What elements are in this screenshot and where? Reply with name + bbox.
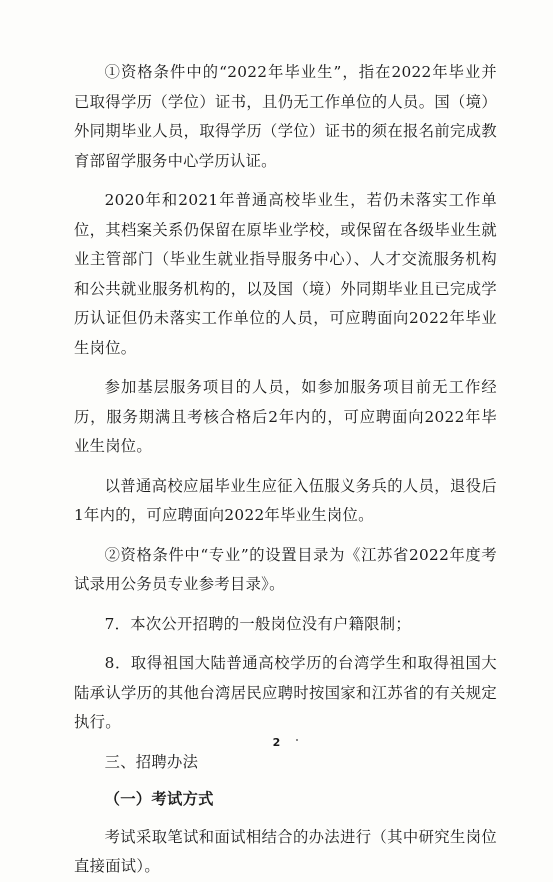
paragraph-item-8: 8．取得祖国大陆普通高校学历的台湾学生和取得祖国大陆承认学历的其他台湾居民应聘时按国家和江苏省的有关规定执行。 [74, 654, 497, 731]
paragraph-previous-graduates: 2020年和2021年普通高校毕业生，若仍未落实工作单位，其档案关系仍保留在原毕业学校，或保留在各级毕业生就业主管部门（毕业生就业指导服务中心）、人才交流服务机构和公共就业服务机构的，以及国（境）外同期毕业且已完成学历认证但仍未落实工作单位的人员，可应聘面向2022年毕业生岗位。 [74, 191, 497, 357]
paragraph-veterans: 以普通高校应届毕业生应征入伍服义务兵的人员，退役后1年内的，可应聘面向2022年毕业生岗位。 [74, 476, 497, 524]
paragraph-grassroots-service: 参加基层服务项目的人员，如参加服务项目前无工作经历，服务期满且考核合格后2年内的，可应聘面向2022年毕业生岗位。 [74, 378, 497, 455]
paragraph-item-7: 7．本次公开招聘的一般岗位没有户籍限制； [104, 614, 411, 633]
paragraph-major-catalog: ②资格条件中“专业”的设置目录为《江苏省2022年度考试录用公务员专业参考目录》。 [74, 545, 497, 593]
paragraph-graduate-definition: ①资格条件中的“2022年毕业生”，指在2022年毕业并已取得学历（学位）证书，且仍无工作单位的人员。国（境）外同期毕业人员，取得学历（学位）证书的须在报名前完成教育部留学服务中心学历认证。 [74, 63, 497, 170]
section-heading: 三、招聘办法 [104, 752, 199, 771]
page-number: 2 [272, 736, 281, 749]
scan-speck [296, 739, 298, 741]
sub-heading: （一）考试方式 [104, 790, 214, 808]
paragraph-exam-method: 考试采取笔试和面试相结合的办法进行（其中研究生岗位直接面试）。 [74, 827, 497, 875]
